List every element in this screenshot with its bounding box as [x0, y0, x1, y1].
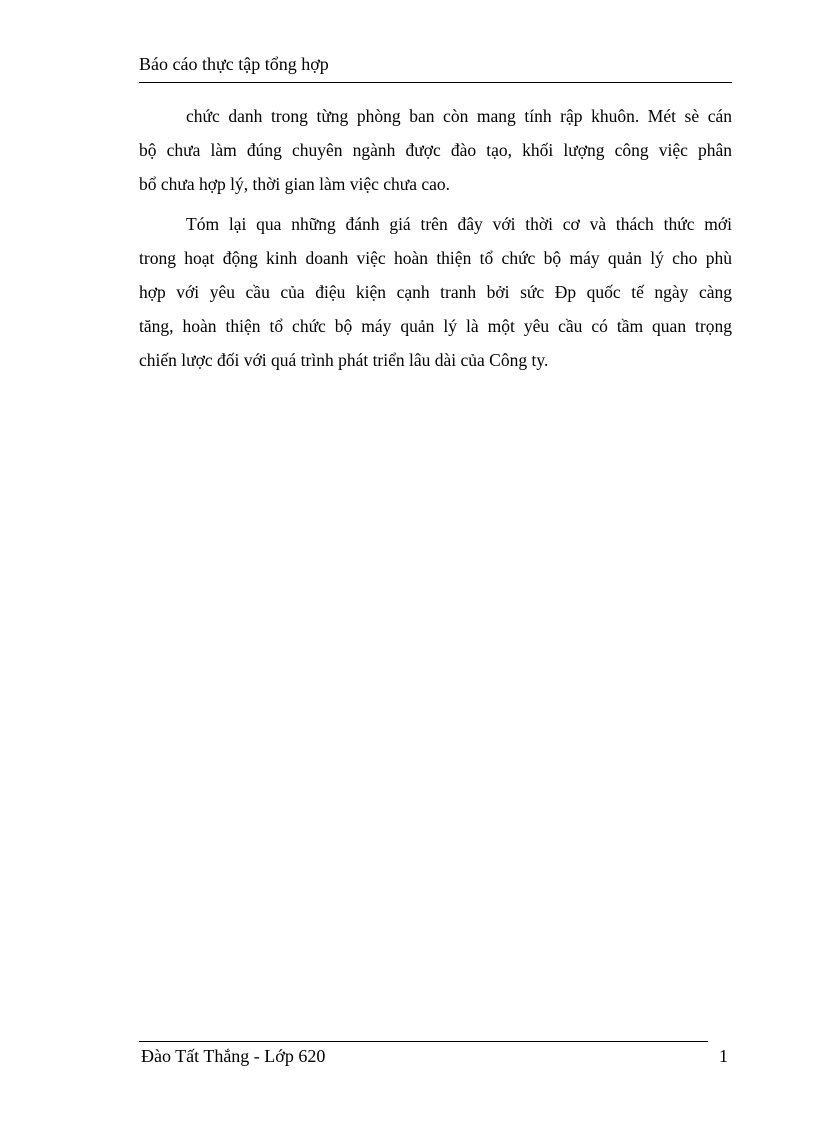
- footer-author: Đào Tất Thắng - Lớp 620: [141, 1046, 326, 1066]
- footer-divider: [139, 1041, 708, 1042]
- text-line: trong hoạt động kinh doanh việc hoàn thiện tổ chức bộ máy quản lý cho phù: [139, 248, 732, 268]
- text-line: hợp với yêu cầu của điệu kiện cạnh tranh bởi sức Đp quốc tế ngày càng: [139, 282, 732, 302]
- document-body: [139, 99, 732, 377]
- page-footer: [139, 1041, 732, 1071]
- paragraph: [139, 99, 732, 201]
- paragraph: [139, 207, 732, 377]
- header-title: Báo cáo thực tập tổng hợp: [139, 54, 329, 74]
- page-number: 1: [719, 1046, 728, 1066]
- text-line: tăng, hoàn thiện tổ chức bộ máy quản lý là một yêu cầu có tầm quan trọng: [139, 316, 732, 336]
- text-line: bổ chưa hợp lý, thời gian làm việc chưa cao.: [139, 174, 451, 194]
- text-line: chức danh trong từng phòng ban còn mang tính rập khuôn. Mét sè cán: [186, 106, 732, 126]
- text-line: Tóm lại qua những đánh giá trên đây với thời cơ và thách thức mới: [186, 214, 732, 234]
- text-line: bộ chưa làm đúng chuyên ngành được đào tạo, khối lượng công việc phân: [139, 140, 732, 160]
- page-header: [139, 52, 732, 83]
- text-line: chiến lược đối với quá trình phát triển lâu dài của Công ty.: [139, 350, 549, 370]
